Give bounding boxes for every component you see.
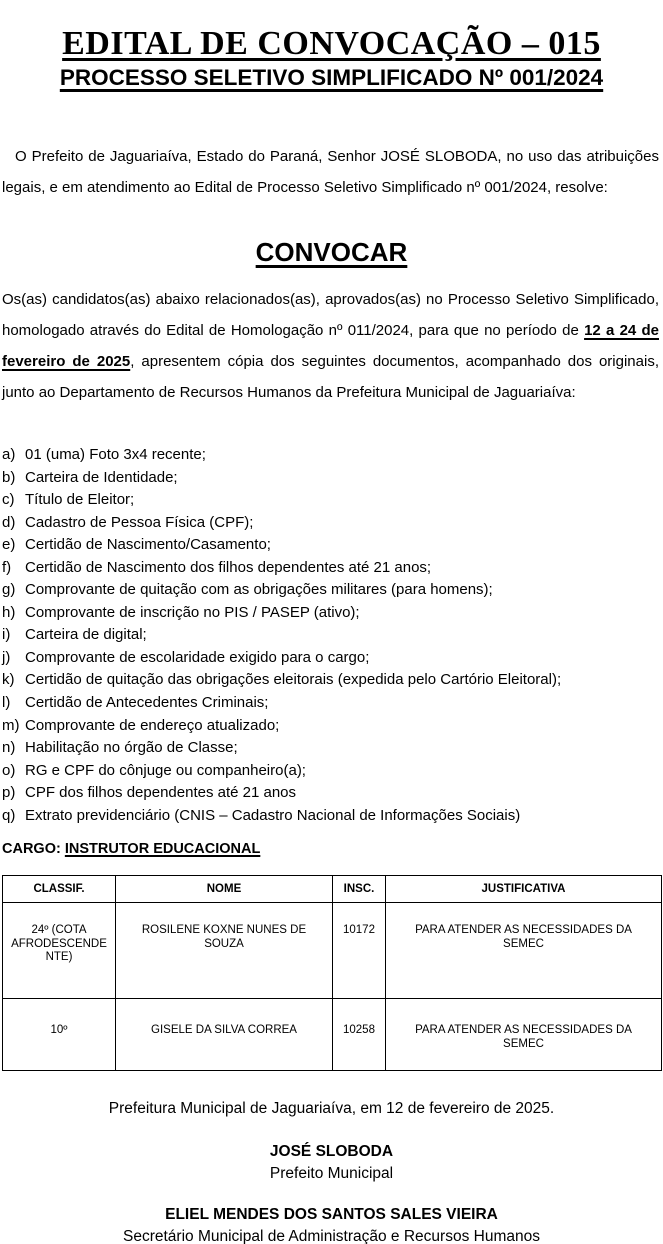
list-item bbox=[2, 579, 661, 602]
item-text: Certidão de quitação das obrigações eleitorais (expedida pelo Cartório Eleitoral); bbox=[25, 671, 562, 689]
doc-subtitle bbox=[0, 64, 663, 92]
item-marker: n) bbox=[2, 739, 16, 757]
item-marker: d) bbox=[2, 513, 16, 531]
cell-insc: 10172 bbox=[333, 903, 386, 999]
item-text: 01 (uma) Foto 3x4 recente; bbox=[25, 446, 206, 463]
cell-justificativa: PARA ATENDER AS NECESSIDADES DA SEMEC bbox=[386, 999, 662, 1071]
convocation-text-after: , apresentem cópia dos seguintes documentos, acompanhado dos originais, junto ao Departamento de Recursos Humanos da Prefeitura Municipal de Jaguariaíva: bbox=[2, 353, 659, 401]
list-item bbox=[2, 647, 661, 670]
list-item bbox=[2, 512, 661, 535]
item-marker: o) bbox=[2, 761, 16, 779]
convocar-heading bbox=[0, 237, 663, 267]
cargo-label: CARGO: bbox=[2, 841, 65, 857]
item-marker: k) bbox=[2, 671, 15, 689]
cargo-line bbox=[2, 840, 260, 859]
item-marker: b) bbox=[2, 468, 16, 486]
header-insc: INSC. bbox=[333, 876, 386, 903]
convocation-text-before: Os(as) candidatos(as) abaixo relacionados(as), aprovados(as) no Processo Seletivo Simplificado, homologado através do Edital de Homologação nº 011/2024, para que no período de bbox=[2, 291, 659, 339]
list-item bbox=[2, 715, 661, 738]
header-justificativa: JUSTIFICATIVA bbox=[386, 876, 662, 903]
item-text: Comprovante de inscrição no PIS / PASEP (ativo); bbox=[25, 603, 360, 621]
list-item bbox=[2, 467, 661, 490]
table-row bbox=[3, 999, 662, 1071]
list-item bbox=[2, 489, 661, 512]
doc-subtitle-text: PROCESSO SELETIVO SIMPLIFICADO Nº 001/2024 bbox=[59, 64, 604, 90]
signature-block bbox=[0, 1141, 663, 1184]
item-text: Certidão de Nascimento/Casamento; bbox=[25, 536, 271, 554]
item-marker: m) bbox=[2, 716, 20, 734]
item-text: Certidão de Nascimento dos filhos dependentes até 21 anos; bbox=[25, 558, 432, 576]
item-text: Extrato previdenciário (CNIS – Cadastro Nacional de Informações Sociais) bbox=[25, 806, 521, 824]
item-marker: f) bbox=[2, 558, 12, 576]
intro-paragraph: O Prefeito de Jaguariaíva, Estado do Paraná, Senhor JOSÉ SLOBODA, no uso das atribuições legais, e em atendimento ao Edital de Processo Seletivo Simplificado nº 001/2024, resolve: bbox=[2, 148, 659, 196]
cell-classif: 10º bbox=[3, 999, 116, 1071]
item-text: Comprovante de quitação com as obrigações militares (para homens); bbox=[25, 581, 493, 599]
list-item bbox=[2, 444, 661, 467]
list-item bbox=[2, 805, 661, 828]
convocation-paragraph bbox=[2, 284, 659, 408]
list-item bbox=[2, 557, 661, 580]
item-marker: e) bbox=[2, 536, 16, 554]
convocar-heading-text: CONVOCAR bbox=[255, 237, 408, 267]
item-marker: l) bbox=[2, 694, 11, 712]
item-marker: p) bbox=[2, 784, 16, 802]
item-text: Cadastro de Pessoa Física (CPF); bbox=[25, 513, 254, 531]
signature-role: Prefeito Municipal bbox=[269, 1164, 394, 1182]
item-text: Título de Eleitor; bbox=[25, 491, 135, 509]
signature-block bbox=[0, 1204, 663, 1244]
item-marker: c) bbox=[2, 491, 15, 509]
cell-nome: GISELE DA SILVA CORREA bbox=[116, 999, 333, 1071]
item-marker: j) bbox=[2, 648, 11, 666]
convocation-date-range: 12 a 24 de fevereiro de 2025 bbox=[2, 322, 659, 370]
cell-nome: ROSILENE KOXNE NUNES DE SOUZA bbox=[116, 903, 333, 999]
list-item bbox=[2, 534, 661, 557]
list-item bbox=[2, 692, 661, 715]
list-item bbox=[2, 602, 661, 625]
item-text: Carteira de Identidade; bbox=[25, 468, 178, 486]
list-item bbox=[2, 737, 661, 760]
item-marker: q) bbox=[2, 806, 16, 824]
candidates-table bbox=[2, 875, 662, 1071]
header-classif: CLASSIF. bbox=[3, 876, 116, 903]
list-item bbox=[2, 760, 661, 783]
list-item bbox=[2, 624, 661, 647]
document-list bbox=[2, 444, 661, 827]
signature-role: Secretário Municipal de Administração e Recursos Humanos bbox=[123, 1227, 540, 1244]
signature-name: JOSÉ SLOBODA bbox=[269, 1143, 394, 1160]
item-marker: h) bbox=[2, 603, 16, 621]
list-item bbox=[2, 669, 661, 692]
item-marker: g) bbox=[2, 581, 16, 599]
item-text: CPF dos filhos dependentes até 21 anos bbox=[25, 784, 297, 802]
cell-insc: 10258 bbox=[333, 999, 386, 1071]
item-text: Comprovante de endereço atualizado; bbox=[25, 716, 280, 734]
item-marker: i) bbox=[2, 626, 11, 644]
table-row bbox=[3, 903, 662, 999]
item-marker: a) bbox=[2, 446, 16, 463]
list-item bbox=[2, 782, 661, 805]
item-text: Habilitação no órgão de Classe; bbox=[25, 739, 238, 757]
signature-name: ELIEL MENDES DOS SANTOS SALES VIEIRA bbox=[165, 1206, 498, 1223]
item-text: Comprovante de escolaridade exigido para o cargo; bbox=[25, 648, 370, 666]
doc-title bbox=[0, 23, 663, 65]
cell-classif: 24º (COTA AFRODESCENDENTE) bbox=[3, 903, 116, 999]
cell-justificativa: PARA ATENDER AS NECESSIDADES DA SEMEC bbox=[386, 903, 662, 999]
table-header-row bbox=[3, 876, 662, 903]
item-text: Carteira de digital; bbox=[25, 626, 147, 644]
item-text: Certidão de Antecedentes Criminais; bbox=[25, 694, 269, 712]
header-nome: NOME bbox=[116, 876, 333, 903]
cargo-value: INSTRUTOR EDUCACIONAL bbox=[64, 841, 261, 857]
item-text: RG e CPF do cônjuge ou companheiro(a); bbox=[25, 761, 306, 779]
doc-title-text: EDITAL DE CONVOCAÇÃO – 015 bbox=[62, 24, 601, 62]
footer-dateline: Prefeitura Municipal de Jaguariaíva, em 12 de fevereiro de 2025. bbox=[108, 1100, 555, 1117]
